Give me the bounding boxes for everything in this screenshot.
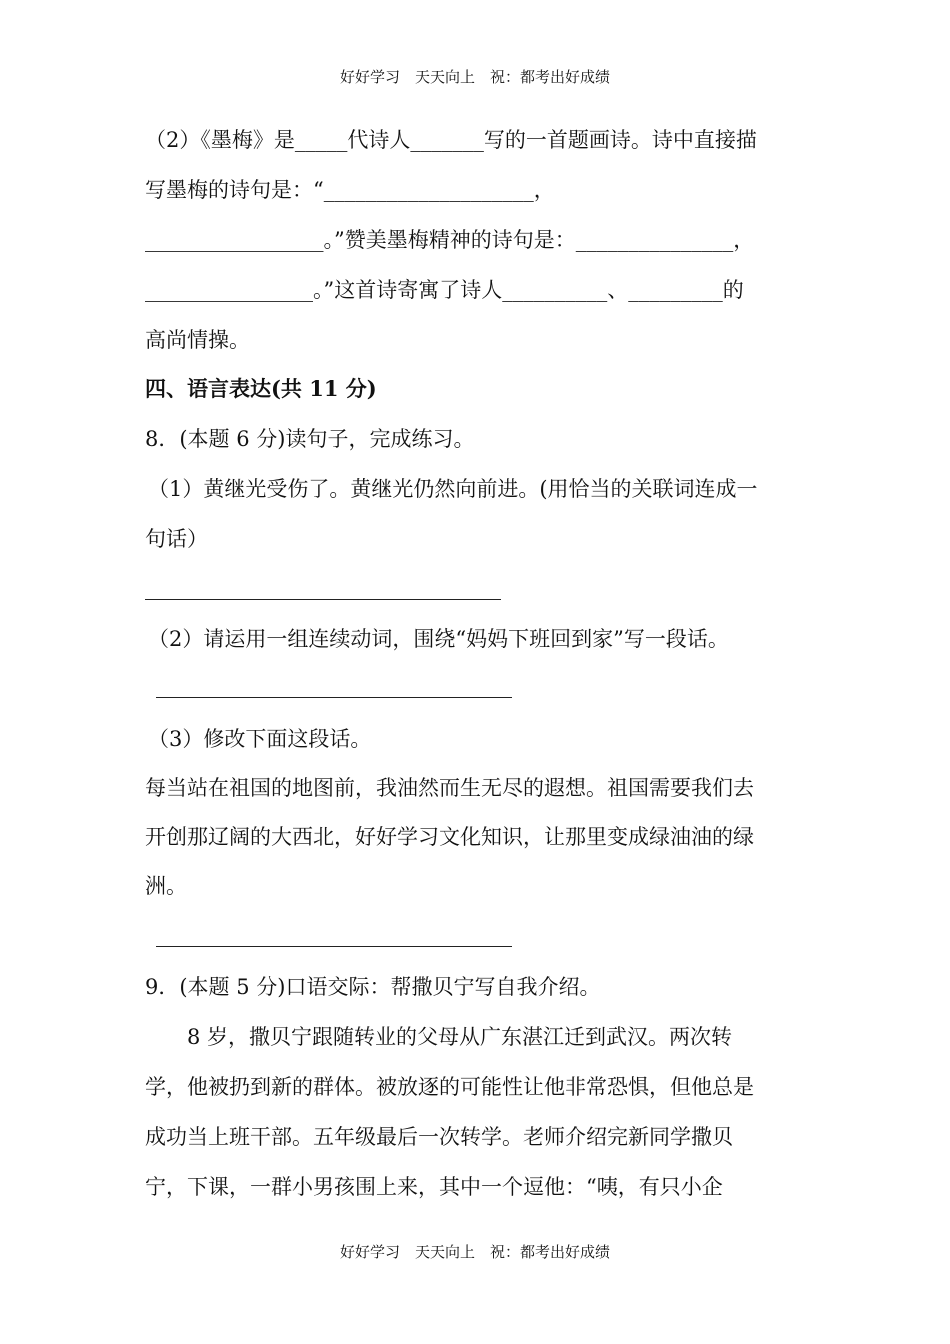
q8-part1-answer-line[interactable]: [145, 599, 501, 600]
q7-part2-line3: _________________。”赞美墨梅精神的诗句是：_______________，: [145, 228, 755, 252]
q8-stem: 8．(本题 6 分)读句子，完成练习。: [145, 427, 475, 451]
q8-paragraph-line3: 洲。: [145, 874, 187, 898]
q9-stem: 9．(本题 5 分)口语交际：帮撒贝宁写自我介绍。: [145, 975, 601, 999]
q9-passage-line3: 成功当上班干部。五年级最后一次转学。老师介绍完新同学撒贝: [145, 1125, 733, 1149]
q7-part2-line5: 高尚情操。: [145, 328, 250, 352]
q9-passage-line4: 宁，下课，一群小男孩围上来，其中一个逗他：“咦，有只小企: [145, 1175, 723, 1199]
q8-part1-line1: （1）黄继光受伤了。黄继光仍然向前进。(用恰当的关联词连成一: [148, 477, 758, 501]
q8-part2: （2）请运用一组连续动词，围绕“妈妈下班回到家”写一段话。: [148, 627, 729, 651]
q7-part2-line1: （2）《墨梅》是_____代诗人_______写的一首题画诗。诗中直接描: [145, 128, 757, 152]
q7-part2-line2: 写墨梅的诗句是：“____________________，: [145, 178, 555, 202]
q8-paragraph-line1: 每当站在祖国的地图前，我油然而生无尽的遐想。祖国需要我们去: [145, 776, 754, 800]
q9-passage-line2: 学，他被扔到新的群体。被放逐的可能性让他非常恐惧，但他总是: [145, 1075, 754, 1099]
section-4-title: 四、语言表达(共 11 分): [145, 376, 377, 401]
page-header: 好好学习 天天向上 祝：都考出好成绩: [339, 68, 610, 86]
q8-part2-answer-line[interactable]: [156, 697, 512, 698]
page-footer: 好好学习 天天向上 祝：都考出好成绩: [339, 1243, 610, 1261]
q7-part2-line4: ________________。”这首诗寄寓了诗人__________、_________的: [145, 278, 744, 302]
q9-passage-line1: 8 岁，撒贝宁跟随转业的父母从广东湛江迁到武汉。两次转: [187, 1025, 733, 1049]
q8-part3: （3）修改下面这段话。: [148, 727, 372, 751]
q8-part1-line2: 句话）: [145, 527, 208, 551]
q8-paragraph-line2: 开创那辽阔的大西北，好好学习文化知识，让那里变成绿油油的绿: [145, 825, 754, 849]
q8-part3-answer-line[interactable]: [156, 946, 512, 947]
